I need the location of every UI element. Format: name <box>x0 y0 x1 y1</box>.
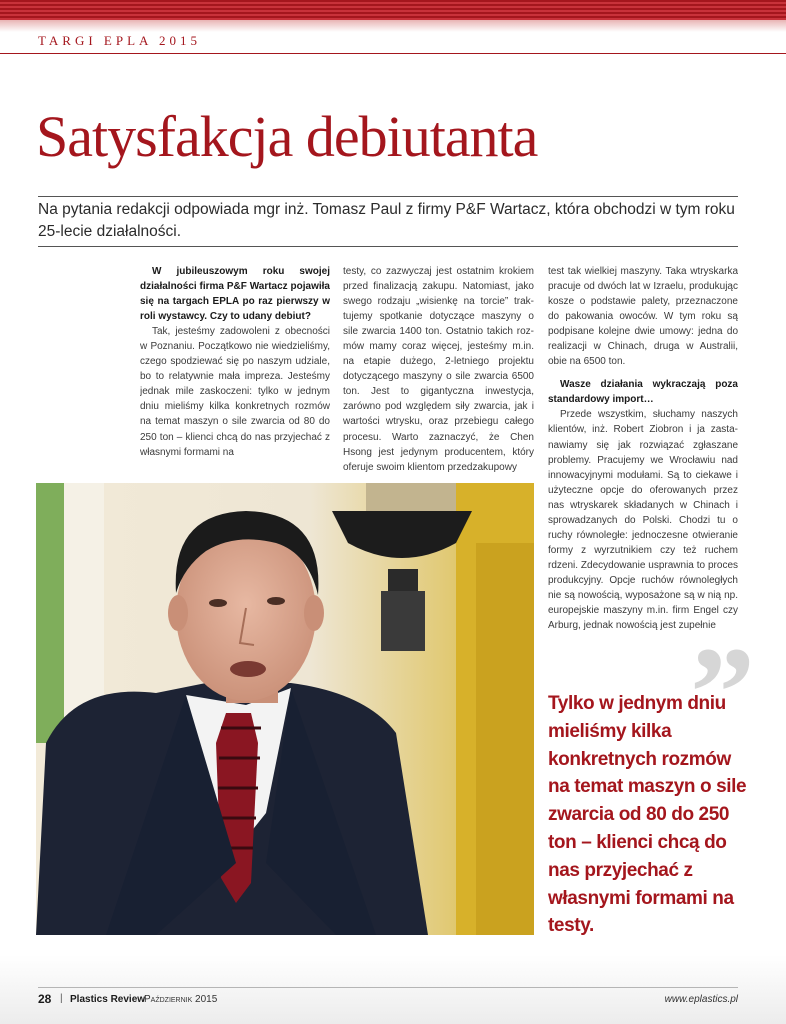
text-column-3 <box>548 264 738 636</box>
footer-rule <box>38 987 738 988</box>
text-column-1 <box>140 264 330 479</box>
interview-answer-2: Przede wszystkim, słuchamy naszych klientów, inż. Robert Ziobron i ja zastanawiamy się jak rozwiązać zgłaszane problemy. Pracujemy we Wrocławiu nad innowacyjnymi modułami. Są to ciekawe i użyteczne opcje do oferowanych przez nas wtryskarek składanych w Chinach i sprowadzanych do Polski. Chodzi tu o ruchy równoległe: jednoczesne otwieranie formy z wyrzutnikiem czy też ruchem rdzeni. Zdecydowanie usprawnia to proces produkcyjny. Opcje ruchów równoległych nie są nowością, wyposażone są w nią np. europejskie maszyny m.in. firm Engel czy Arburg, jednak nowością jest zupełnie <box>548 409 738 632</box>
top-band-fade <box>0 20 786 32</box>
footer-band <box>0 955 786 1024</box>
interview-answer-1-part-2: testy, co zazwyczaj jest ostatnim krokiem przed finalizacją zakupu. Natomiast, jako swego rodzaju „wisienkę na torcie” traktujemy spotkanie dotyczące maszyny o sile zwarcia 1400 ton. Ostatnio takich rozmów mamy coraz więcej, jesteśmy m.in. na etapie dużego, 2-letniego projektu dotyczącego maszyny o sile zwarcia 6500 ton. Jest to gigantyczna inwestycja, zarówno pod względem siły zwarcia, jak i wartości wtrysku, oraz przebiegu całego procesu. Warto zaznaczyć, że Chen Hsong jest jedynym producentem, który oferuje swoim klientom przedzakupowy <box>343 266 534 473</box>
pull-quote: Tylko w jednym dniu mieliśmy kilka konkretnych rozmów na temat maszyn o sile zwarcia od 80 do 250 ton – klienci chcą do nas przyjechać z własnymi formami na testy. <box>548 693 747 937</box>
text-column-2 <box>343 264 534 479</box>
interview-question-2: Wasze działania wykraczają poza standardowy import… <box>548 379 738 406</box>
top-decorative-band <box>0 0 786 20</box>
issue-date: Październik 2015 <box>144 994 218 1005</box>
page-footer <box>38 992 738 1008</box>
article-title: Satysfakcja debiutanta <box>36 104 538 169</box>
footer-separator: | <box>60 993 63 1004</box>
page-number: 28 <box>38 992 52 1006</box>
lead-rule-bottom <box>38 246 738 247</box>
section-label: TARGI EPLA 2015 <box>38 33 201 48</box>
interview-question-1: W jubileuszowym roku swojej działalności firma P&F Wartacz pojawiła się na targach EPLA po raz pierwszy w roli wystawcy. Czy to udany debiut? <box>140 266 330 323</box>
quote-mark-icon: ” <box>690 621 755 765</box>
website-url[interactable]: www.eplastics.pl <box>664 994 738 1005</box>
magazine-name: Plastics Review <box>70 994 146 1005</box>
interviewee-photo <box>36 483 534 935</box>
section-rule <box>0 53 786 54</box>
interview-answer-1-part-1: Tak, jesteśmy zadowoleni z obecności w Poznaniu. Początkowo nie wiedzieliśmy, czego spodziewać się po naszym udziale, bo to relatywnie mała impreza. Jesteśmy jednak mile zaskoczeni: tylko w jednym dniu mieliśmy kilka konkretnych rozmów na temat maszyn o sile zwarcia od 80 do 250 ton – klienci chcą do nas przyjechać z własnymi formami na <box>140 326 330 458</box>
article-lead: Na pytania redakcji odpowiada mgr inż. Tomasz Paul z firmy P&F Wartacz, która obchodzi w tym roku 25-lecie działalności. <box>38 201 735 240</box>
interview-answer-1-part-3: test tak wielkiej maszyny. Taka wtryskarka pracuje od dwóch lat w Izraelu, produkując kosze o podstawie palety, przeznaczone do pakowania owoców. W tym roku są podpisane kolejne dwie umowy: jedna do realizacji w Chinach, druga w Australii, obie na 6500 ton. <box>548 266 738 368</box>
lead-rule-top <box>38 196 738 197</box>
